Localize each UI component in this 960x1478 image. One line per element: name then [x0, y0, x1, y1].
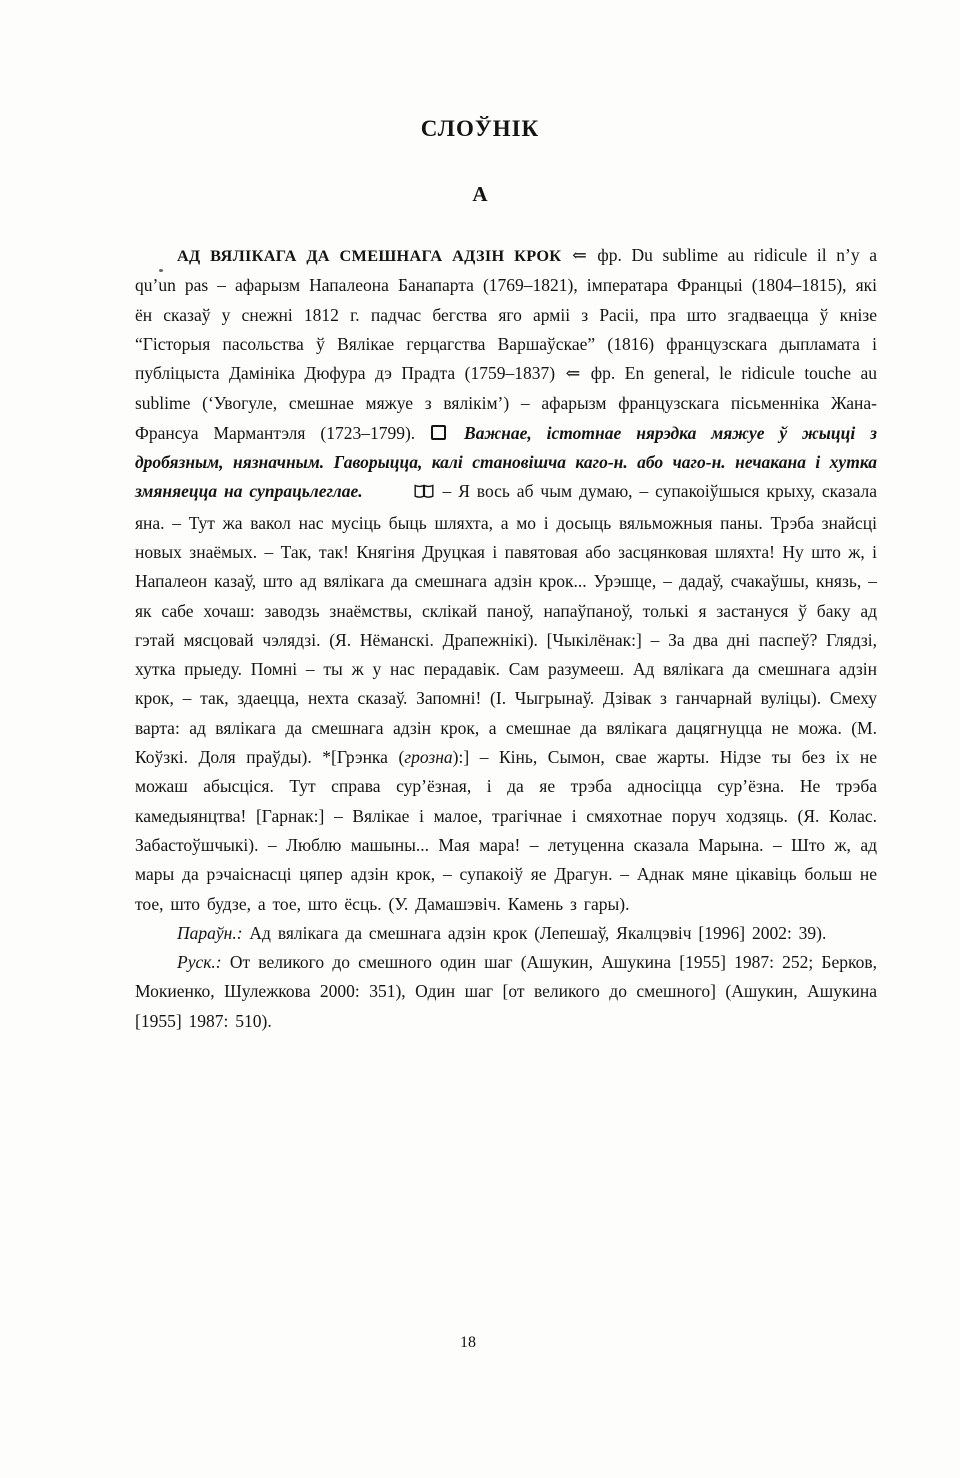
russian-paragraph: [135, 948, 877, 1036]
left-double-arrow-icon: ⇐: [565, 364, 581, 385]
citations-part-2: ):] – Кінь, Сымон, свае жарты. Нідзе ты без іх не можаш абысціся. Тут справа сур’ёзная, і да яе трэба адносіцца сур’ёзна. Не трэба камедыянцтва! [Гарнак:] – Вялікае і малое, трагічнае і смяхотнае поруч ходзяць. (Я. Колас. Забастоўшчыкі). – Люблю машыны... Мая мара! – летуценна сказала Марына. – Што ж, ад мары да рэчаіснасці цяпер адзін крок, – супакоіў яе Драгун. – Аднак мяне цікавіць больш не тое, што будзе, а тое, што ёсць. (У. Дамашэвіч. Камень з гары).: [135, 747, 877, 914]
entry-headword: АД ВЯЛІКАГА ДА СМЕШНАГА АДЗІН КРОК: [177, 247, 562, 265]
scan-artifact-dot: [159, 269, 163, 272]
page-title: СЛОЎНІК: [420, 116, 540, 141]
left-double-arrow-icon: ⇐: [572, 246, 587, 266]
entry-definition: Важнае, істотнае нярэдка мяжуе ў жыцці з дробязным, нязначным. Гаворыцца, калі становішча каго-н. або чаго-н. нечакана і хутка змяняецца на супрацьлеглае.: [135, 422, 878, 502]
stage-direction: грозна: [404, 747, 453, 768]
entry-paragraph: [135, 241, 877, 919]
etymology-french-2: фр. En general, le ridicule touche au sublime (‘Увогуле, смешнае мяжуе з вялікім’) – афарызм французскага пісьменніка Жана-Франсуа Мармантэля (1723–1799).: [135, 363, 878, 443]
page-number: 18: [460, 1334, 476, 1351]
open-book-icon: [372, 479, 434, 508]
russian-label: Руск.:: [177, 952, 222, 973]
comparison-label: Параўн.:: [177, 922, 243, 943]
definition-square-icon: [431, 425, 446, 440]
scanned-dictionary-page: [0, 116, 960, 1478]
russian-text: От великого до смешного один шаг (Ашукин, Ашукина [1955] 1987: 252; Берков, Мокиенко, Шулежкова 2000: 351), Один шаг [от великого до смешного] (Ашукин, Ашукина [1955] 1987: 510).: [135, 952, 878, 1031]
section-letter: А: [472, 182, 488, 206]
comparison-text: Ад вялікага да смешнага адзін крок (Лепешаў, Якалцэвіч [1996] 2002: 39).: [249, 922, 827, 943]
dictionary-entry: [135, 241, 877, 1036]
etymology-french-1: фр. Du sublime au ridicule il n’y a qu’un pas – афарызм Напалеона Банапарта (1769–1821), імператара Францыі (1804–1815), які ён сказаў у снежні 1812 г. падчас бегства яго арміі з Расіі, пра што згадваецца ў кнізе “Гісторыя пасольства ў Вялікае герцагства Варшаўскае” (1816) французскага дыпламата і публіцыста Дамініка Дюфура дэ Прадта (1759–1837): [135, 245, 877, 384]
citations-part-1: – Я вось аб чым думаю, – супакоіўшыся крыху, сказала яна. – Тут жа вакол нас мусіць быць шляхта, а мо і досыць вяльможныя паны. Трэба знайсці новых знаёмых. – Так, так! Княгіня Друцкая і павятовая або засцянковая шляхта! Ну што ж, і Напалеон казаў, што ад вялікага да смешнага адзін крок... Урэшце, – дадаў, счакаўшы, князь, – як сабе хочаш: заводзь знаёмствы, склікай паноў, напаўпаноў, толькі я застануся ў баку ад гэтай мясцовай чэлядзі. (Я. Нёманскі. Драпежнікі). [Чыкілёнак:] – За два дні паспеў? Глядзі, хутка прыеду. Помні – ты ж у нас перадавік. Сам разумееш. Ад вялікага да смешнага адзін крок, – так, здаецца, нехта сказаў. Запомні! (І. Чыгрынаў. Дзівак з ганчарнай вуліцы). Смеху варта: ад вялікага да смешнага адзін крок, а смешнае да вялікага дацягнуцца не можа. (М. Коўзкі. Доля праўды). *[Грэнка (: [135, 481, 878, 768]
comparison-paragraph: [135, 919, 877, 948]
